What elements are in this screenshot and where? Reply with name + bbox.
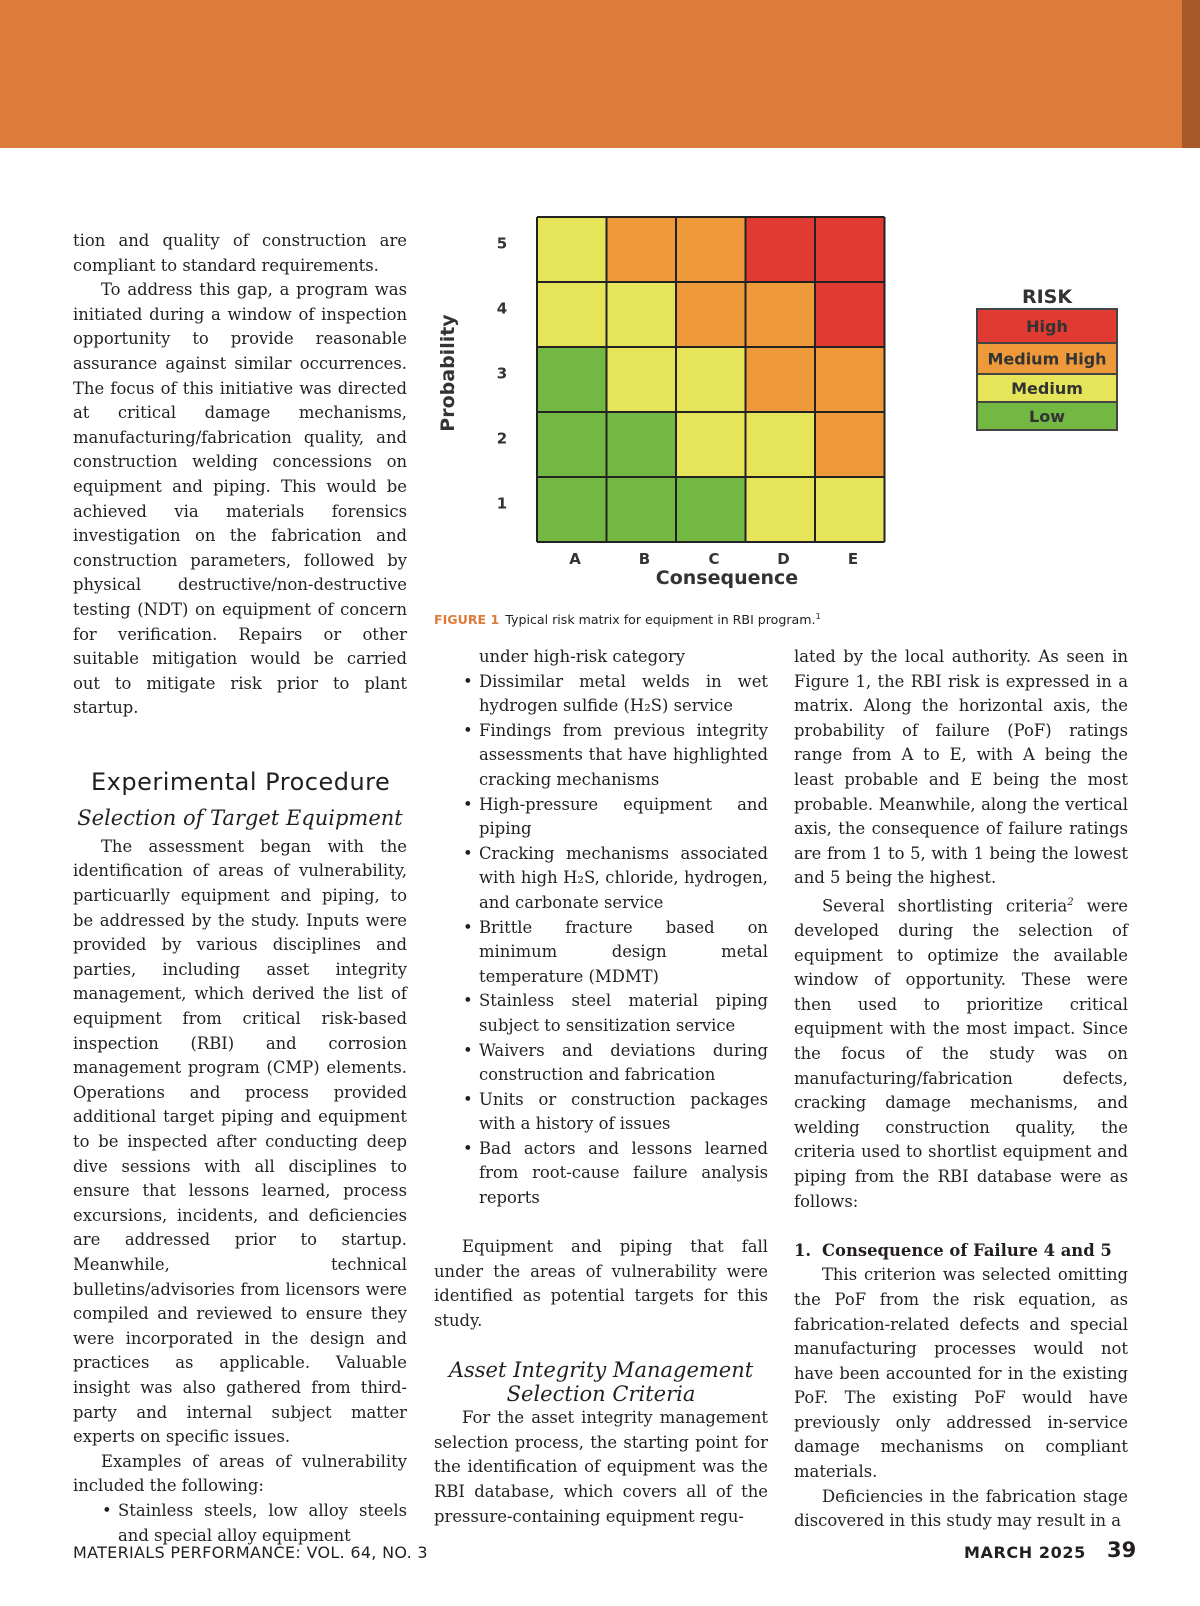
- vulnerability-list-start: [73, 1499, 407, 1548]
- col1-paragraph-2: To address this gap, a program was initiated during a window of inspection opportunity to provide reasonable assurance against similar occurrences. The focus of this initiative was directed at critical damage mechanisms, manufacturing/fabrication quality, and construction welding concessions on equipment and piping. This would be achieved via materials forensics investigation on the fabrication and construction parameters, followed by physical destructive/non-destructive testing (NDT) on equipment of concern for verification. Repairs or other suitable mitigation would be carried out to mitigate risk prior to plant startup.: [73, 280, 407, 718]
- matrix-cell-B5: [607, 217, 677, 282]
- col1-paragraph-4: Examples of areas of vulnerability included the following:: [73, 1451, 407, 1496]
- y-tick-label: 5: [496, 234, 508, 253]
- y-tick-label: 1: [496, 494, 508, 513]
- column-1: [73, 229, 407, 1548]
- list-item: • Findings from previous integrity assessments that have highlighted cracking mechanisms: [434, 719, 768, 793]
- y-axis-ticks: [497, 235, 507, 513]
- col3-paragraph-3: This criterion was selected omitting the PoF from the risk equation, as fabrication-related defects and special manufacturing processes would not have been accounted for in the existing PoF. The existing PoF would have previously only addressed in-service damage mechanisms on compliant materials.: [794, 1265, 1128, 1482]
- matrix-cell-A4: [537, 282, 607, 347]
- header-banner: [0, 0, 1182, 148]
- matrix-cell-C1: [676, 477, 746, 542]
- matrix-cell-D2: [746, 412, 816, 477]
- matrix-cell-D3: [746, 347, 816, 412]
- x-tick-label: D: [777, 550, 790, 568]
- matrix-cell-E2: [815, 412, 885, 477]
- matrix-cell-E1: [815, 477, 885, 542]
- matrix-cell-D5: [746, 217, 816, 282]
- page-number: 39: [1107, 1538, 1137, 1562]
- list-item: • Waivers and deviations during construction and fabrication: [434, 1039, 768, 1088]
- footer-journal: MATERIALS PERFORMANCE: VOL. 64, NO. 3: [73, 1543, 428, 1562]
- matrix-cell-B1: [607, 477, 677, 542]
- x-tick-label: B: [638, 550, 651, 568]
- section-heading: Experimental Procedure: [91, 767, 391, 796]
- legend-label: Medium: [1011, 379, 1083, 398]
- x-tick-label: A: [569, 550, 581, 568]
- matrix-cell-B2: [607, 412, 677, 477]
- spacer: [794, 1214, 1128, 1239]
- figure-caption: [434, 612, 821, 627]
- col1-paragraph-3: The assessment began with the identification of areas of vulnerability, particuarlly equipment and piping, to be addressed by the study. Inputs were provided by various disciplines and parties, including asset integrity management, which derived the list of equipment from critical risk-based inspection (RBI) and corrosion management program (CMP) elements. Operations and process provided additional target piping and equipment to be inspected after conducting deep dive sessions with all disciplines to ensure that lessons learned, process excursions, incidents, and deficiencies are addressed prior to startup. Meanwhile, technical bulletins/advisories from licensors were compiled and reviewed to ensure they were incorporated in the design and practices as applicable. Valuable insight was also gathered from third-party and internal subject matter experts on specific issues.: [73, 836, 407, 1447]
- matrix-cell-E4: [815, 282, 885, 347]
- column-3: [794, 645, 1128, 1534]
- y-tick-label: 4: [496, 299, 508, 318]
- risk-matrix-cells: [537, 217, 885, 542]
- col3-paragraph-2: [794, 891, 1128, 1214]
- matrix-cell-B3: [607, 347, 677, 412]
- criterion-title: Consequence of Failure 4 and 5: [822, 1240, 1112, 1260]
- list-item: • Dissimilar metal welds in wet hydrogen sulfide (H₂S) service: [434, 670, 768, 719]
- matrix-cell-E5: [815, 217, 885, 282]
- x-axis-label: Consequence: [655, 567, 799, 589]
- matrix-cell-B4: [607, 282, 677, 347]
- matrix-cell-A1: [537, 477, 607, 542]
- col3-paragraph-1: lated by the local authority. As seen in Figure 1, the RBI risk is expressed in a matrix. Along the horizontal axis, the probability of failure (PoF) ratings range from A to E, with A being the least probable and E being the most probable. Meanwhile, along the vertical axis, the consequence of failure ratings are from 1 to 5, with 1 being the lowest and 5 being the highest.: [794, 647, 1128, 888]
- legend-label: Low: [1029, 407, 1065, 426]
- matrix-cell-D4: [746, 282, 816, 347]
- x-axis-ticks: [569, 550, 858, 568]
- y-tick-label: 2: [496, 429, 508, 448]
- vulnerability-list: [434, 670, 768, 1211]
- matrix-cell-C4: [676, 282, 746, 347]
- col2-paragraph-2: For the asset integrity management selection process, the starting point for the identification of equipment was the RBI database, which covers all of the pressure-containing equipment regu-: [434, 1408, 768, 1526]
- risk-legend: [977, 286, 1117, 430]
- col3-paragraph-4: Deficiencies in the fabrication stage discovered in this study may result in a: [794, 1486, 1128, 1531]
- x-tick-label: E: [847, 550, 859, 568]
- matrix-cell-E3: [815, 347, 885, 412]
- list-item: • Units or construction packages with a history of issues: [434, 1088, 768, 1137]
- list-item: • Bad actors and lessons learned from root-cause failure analysis reports: [434, 1137, 768, 1211]
- subheading-aim-line1: Asset Integrity Management: [448, 1358, 754, 1383]
- list-item: • High-pressure equipment and piping: [434, 793, 768, 842]
- matrix-cell-A3: [537, 347, 607, 412]
- col1-paragraph-1: tion and quality of construction are compliant to standard requirements.: [73, 231, 407, 275]
- subheading-aim-line2: Selection Criteria: [506, 1382, 696, 1407]
- matrix-cell-D1: [746, 477, 816, 542]
- legend-label: Medium High: [987, 349, 1107, 369]
- list-item: • Cracking mechanisms associated with high H₂S, chloride, hydrogen, and carbonate service: [434, 842, 768, 916]
- criterion-heading: [794, 1239, 1128, 1264]
- matrix-cell-A5: [537, 217, 607, 282]
- list-item: • Stainless steel material piping subject to sensitization service: [434, 989, 768, 1038]
- citation-ref: 2: [1067, 896, 1074, 908]
- legend-label: High: [1026, 317, 1068, 336]
- matrix-cell-C5: [676, 217, 746, 282]
- figure-caption-text: Typical risk matrix for equipment in RBI program.: [505, 612, 816, 628]
- list-item-continued: under high-risk category: [479, 647, 686, 666]
- y-tick-label: 3: [496, 364, 508, 383]
- x-tick-label: C: [708, 550, 720, 568]
- matrix-cell-C2: [676, 412, 746, 477]
- matrix-cell-C3: [676, 347, 746, 412]
- matrix-cell-A2: [537, 412, 607, 477]
- criterion-number: 1.: [794, 1240, 812, 1260]
- legend-title: RISK: [1021, 286, 1073, 308]
- header-banner-edge: [1182, 0, 1200, 148]
- spacer: [434, 1211, 768, 1236]
- list-item: • Brittle fracture based on minimum design metal temperature (MDMT): [434, 916, 768, 990]
- column-2: [434, 645, 768, 1529]
- footer-date: MARCH 2025: [964, 1543, 1086, 1562]
- col3-paragraph-2-start: Several shortlisting criteria: [822, 896, 1068, 916]
- list-item: • Stainless steels, low alloy steels and special alloy equipment: [73, 1499, 407, 1548]
- figure-caption-ref: 1: [815, 612, 821, 621]
- subheading-target-equipment: Selection of Target Equipment: [77, 805, 403, 830]
- figure-label: FIGURE 1: [434, 612, 500, 628]
- spacer: [434, 1334, 768, 1359]
- risk-matrix-figure: [430, 210, 1150, 605]
- y-axis-label: Probability: [437, 314, 459, 432]
- col3-paragraph-2-end: were developed during the selection of equipment to optimize the available window of opportunity. These were then used to prioritize critical equipment with the most impact. Since the focus of the study was on manufacturing/fabrication defects, cracking damage mechanisms, and welding construction quality, the criteria used to shortlist equipment and piping from the RBI database were as follows:: [794, 896, 1128, 1211]
- col2-paragraph-1: Equipment and piping that fall under the areas of vulnerability were identified as potential targets for this study.: [434, 1237, 768, 1331]
